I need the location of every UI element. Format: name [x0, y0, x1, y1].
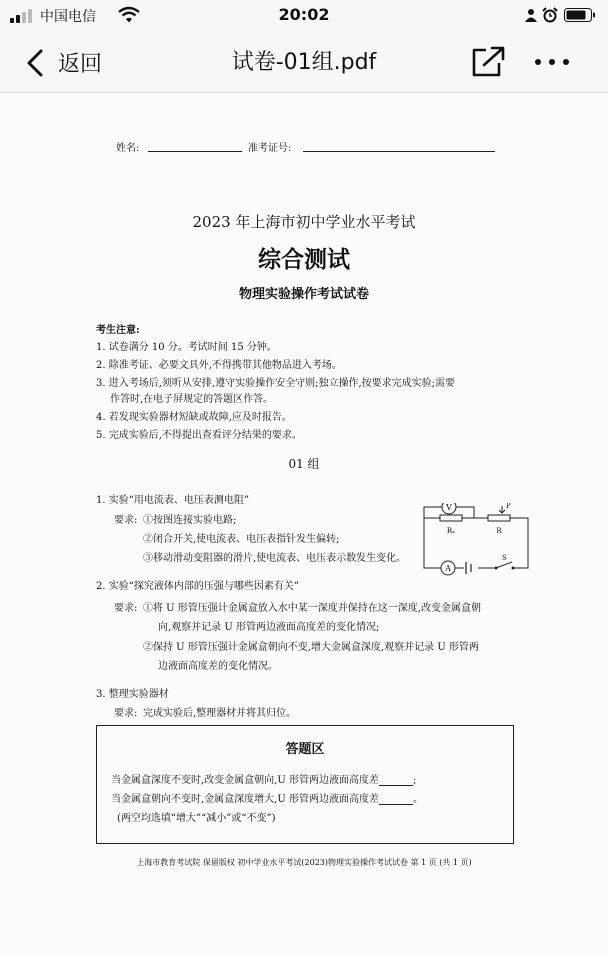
- notes-title: 考生注意:: [96, 325, 140, 336]
- more-icon: [535, 59, 541, 65]
- back-button[interactable]: [26, 47, 112, 77]
- voltmeter-label: V: [446, 503, 452, 512]
- note-line: 1. 试卷满分 10 分。考试时间 15 分钟。: [96, 342, 277, 353]
- requirement-label: 要求:: [114, 708, 138, 719]
- name-label: 姓名:: [116, 143, 140, 154]
- q2-line: ①将 U 形管压强计金属盒放入水中某一深度并保持在这一深度,改变金属盒朝: [143, 603, 481, 614]
- status-bar: [0, 0, 608, 32]
- note-line: 作答时,在电子屏规定的答题区作答。: [110, 394, 274, 405]
- note-line: 4. 若发现实验器材短缺或故障,应及时报告。: [96, 412, 292, 423]
- question-1-title: 1. 实验“用电流表、电压表测电阻”: [96, 495, 249, 506]
- answer-title: 答题区: [285, 742, 325, 757]
- r-label: R: [496, 527, 502, 535]
- q2-line: 向,观察并记录 U 形管两边液面高度差的变化情况;: [158, 622, 380, 633]
- requirement-label: 要求:: [114, 603, 138, 614]
- q1-item: ①按图连接实验电路;: [143, 515, 237, 526]
- answer-line-2: 当金属盒朝向不变时,金属盒深度增大,U 形管两边液面高度差 。: [111, 794, 423, 805]
- carrier-label: 中国电信: [40, 9, 96, 25]
- exam-title: 2023 年上海市初中学业水平考试: [192, 213, 416, 231]
- subject-title: 综合测试: [258, 247, 350, 273]
- paper-subtitle: 物理实验操作考试试卷: [238, 287, 369, 302]
- group-label: 01 组: [288, 457, 320, 471]
- navigation-bar: [0, 32, 608, 93]
- q2-line: 边液面高度差的变化情况。: [158, 661, 278, 672]
- ammeter-label: A: [445, 564, 451, 573]
- circuit-diagram: [418, 503, 534, 583]
- q2-line: ②保持 U 形管压强计金属盒朝向不变,增大金属盒深度,观察并记录 U 形管两: [143, 642, 479, 653]
- answer-area: [96, 725, 514, 844]
- s-label: S: [502, 554, 507, 562]
- ticket-field-line: [303, 151, 495, 152]
- share-icon[interactable]: [470, 46, 506, 78]
- answer-blank-2[interactable]: [379, 794, 413, 805]
- name-field-line: [148, 151, 242, 152]
- note-line: 5. 完成实验后,不得提出查看评分结果的要求。: [96, 430, 302, 441]
- q1-item: ③移动滑动变阻器的滑片,使电流表、电压表示数发生变化。: [143, 553, 407, 564]
- document-title: 试卷-01组.pdf: [231, 50, 377, 75]
- pdf-page: [0, 93, 608, 957]
- p-label: P: [506, 503, 511, 510]
- note-line: 3. 进入考场后,须听从安排,遵守实验操作安全守则;独立操作,按要求完成实验;需要: [96, 378, 455, 389]
- note-line: 2. 除准考证、必要文具外,不得携带其他物品进入考场。: [96, 360, 342, 371]
- alarm-icon: [542, 7, 558, 23]
- q1-item: ②闭合开关,使电流表、电压表指针发生偏转;: [143, 534, 340, 545]
- question-2-title: 2. 实验“探究液体内部的压强与哪些因素有关”: [96, 581, 299, 592]
- status-time: 20:02: [278, 5, 330, 24]
- q3-text: 完成实验后,整理器材并将其归位。: [143, 708, 297, 719]
- person-icon: [525, 8, 537, 22]
- answer-line-1: 当金属盒深度不变时,改变金属盒朝向,U 形管两边液面高度差 ;: [111, 775, 417, 786]
- ticket-label: 准考证号:: [248, 143, 292, 154]
- rx-label: Rₓ: [446, 527, 456, 535]
- answer-blank-1[interactable]: [379, 775, 413, 786]
- more-button[interactable]: [535, 52, 571, 72]
- battery-icon: [564, 8, 596, 22]
- question-3-title: 3. 整理实验器材: [96, 689, 169, 700]
- page-footer: 上海市教育考试院 保留版权 初中学业水平考试(2023)物理实验操作考试试卷 第 1 页 (共 1 页): [136, 858, 472, 867]
- requirement-label: 要求:: [114, 515, 138, 526]
- chevron-left-icon: [26, 49, 44, 77]
- back-label: 返回: [58, 52, 103, 77]
- answer-note: (两空均选填“增大”“减小”或“不变”): [117, 813, 276, 824]
